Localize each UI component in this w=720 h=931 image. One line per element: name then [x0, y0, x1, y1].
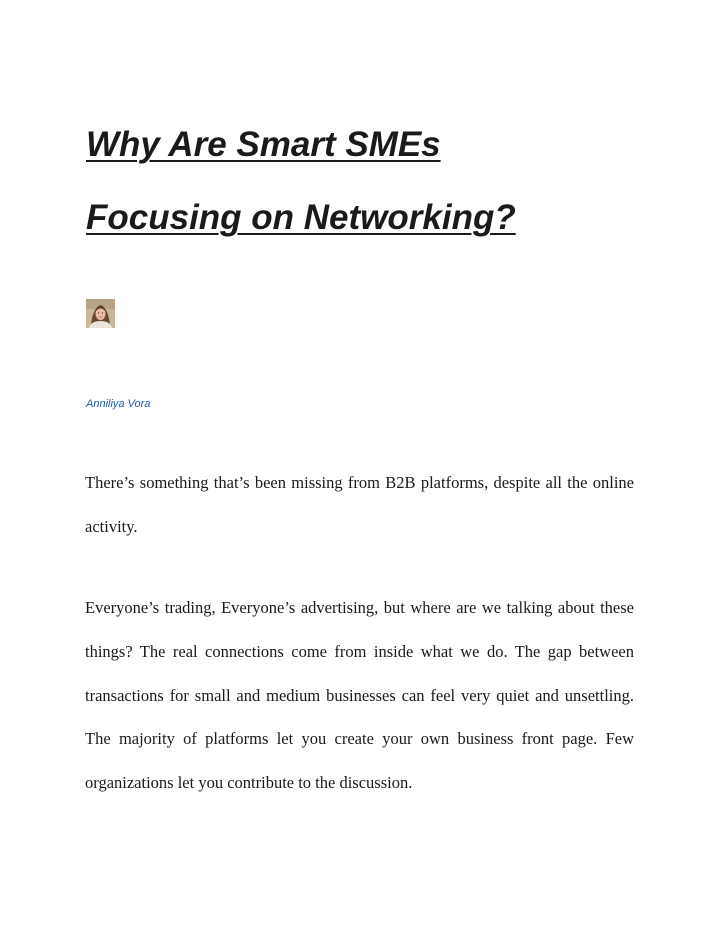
author-avatar [86, 299, 115, 328]
author-portrait-icon [86, 299, 115, 328]
article-title-line-1: Why Are Smart SMEs [86, 125, 441, 164]
article-title-line-2: Focusing on Networking? [86, 198, 516, 237]
author-name-link[interactable]: Anniliya Vora [86, 398, 151, 410]
body-paragraph-1: There’s something that’s been missing from B2B platforms, despite all the online activity. [85, 473, 634, 536]
article-title [86, 108, 646, 254]
body-paragraph-2: Everyone’s trading, Everyone’s advertising, but where are we talking about these things? The real connections come from inside what we do. The gap between transactions for small and medium businesses can feel very quiet and unsettling. The majority of platforms let you create your own business front page. Few organizations let you contribute to the discussion. [85, 598, 634, 793]
